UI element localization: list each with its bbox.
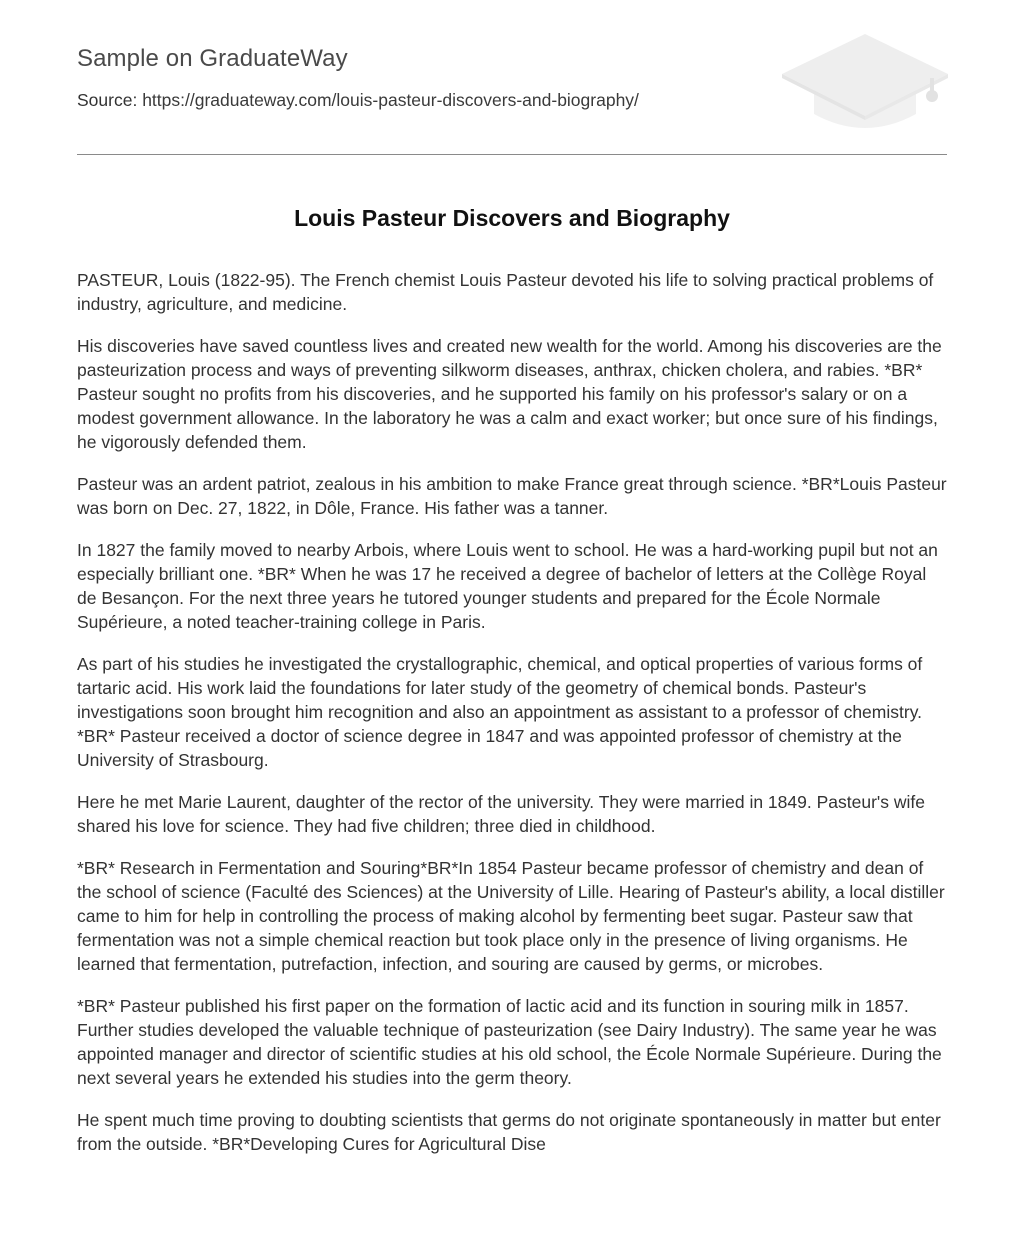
paragraph: *BR* Pasteur published his first paper on the formation of lactic acid and its function in souring milk in 1857. Further studies developed the valuable technique of pasteurization (see Dairy Industry). The same year he was appointed manager and director of scientific studies at his old school, the École Normale Supérieure. During the next several years he extended his studies into the germ theory. — [77, 996, 942, 1088]
site-brand[interactable]: Sample on GraduateWay — [77, 45, 348, 72]
header-divider — [77, 154, 947, 155]
graduation-cap-icon — [782, 30, 948, 134]
document-body — [77, 268, 949, 1174]
paragraph: He spent much time proving to doubting scientists that germs do not originate spontaneously in matter but enter from the outside. *BR*Developing Cures for Agricultural Dise — [77, 1110, 941, 1154]
paragraph: Pasteur was an ardent patriot, zealous in his ambition to make France great through science. *BR*Louis Pasteur was born on Dec. 27, 1822, in Dôle, France. His father was a tanner. — [77, 474, 947, 518]
source-label: Source: — [77, 90, 138, 110]
paragraph: *BR* Research in Fermentation and Souring*BR*In 1854 Pasteur became professor of chemistry and dean of the school of science (Faculté des Sciences) at the University of Lille. Hearing of Pasteur's ability, a local distiller came to him for help in controlling the process of making alcohol by fermenting beet sugar. Pasteur saw that fermentation was not a simple chemical reaction but took place only in the presence of living organisms. He learned that fermentation, putrefaction, infection, and souring are caused by germs, or microbes. — [77, 858, 945, 974]
source-line — [77, 90, 639, 111]
source-link[interactable]: https://graduateway.com/louis-pasteur-discovers-and-biography/ — [142, 90, 639, 110]
document-title: Louis Pasteur Discovers and Biography — [294, 205, 730, 231]
paragraph: As part of his studies he investigated the crystallographic, chemical, and optical properties of various forms of tartaric acid. His work laid the foundations for later study of the geometry of chemical bonds. Pasteur's investigations soon brought him recognition and also an appointment as assistant to a professor of chemistry. *BR* Pasteur received a doctor of science degree in 1847 and was appointed professor of chemistry at the University of Strasbourg. — [77, 654, 923, 770]
paragraph: His discoveries have saved countless lives and created new wealth for the world. Among his discoveries are the pasteurization process and ways of preventing silkworm diseases, anthrax, chicken cholera, and rabies. *BR* Pasteur sought no profits from his discoveries, and he supported his family on his professor's salary or on a modest government allowance. In the laboratory he was a calm and exact worker; but once sure of his findings, he vigorously defended them. — [77, 336, 942, 452]
paragraph: In 1827 the family moved to nearby Arbois, where Louis went to school. He was a hard-working pupil but not an especially brilliant one. *BR* When he was 17 he received a degree of bachelor of letters at the Collège Royal de Besançon. For the next three years he tutored younger students and prepared for the École Normale Supérieure, a noted teacher-training college in Paris. — [77, 540, 938, 632]
paragraph: PASTEUR, Louis (1822-95). The French chemist Louis Pasteur devoted his life to solving practical problems of industry, agriculture, and medicine. — [77, 270, 934, 314]
paragraph: Here he met Marie Laurent, daughter of the rector of the university. They were married in 1849. Pasteur's wife shared his love for science. They had five children; three died in childhood. — [77, 792, 925, 836]
